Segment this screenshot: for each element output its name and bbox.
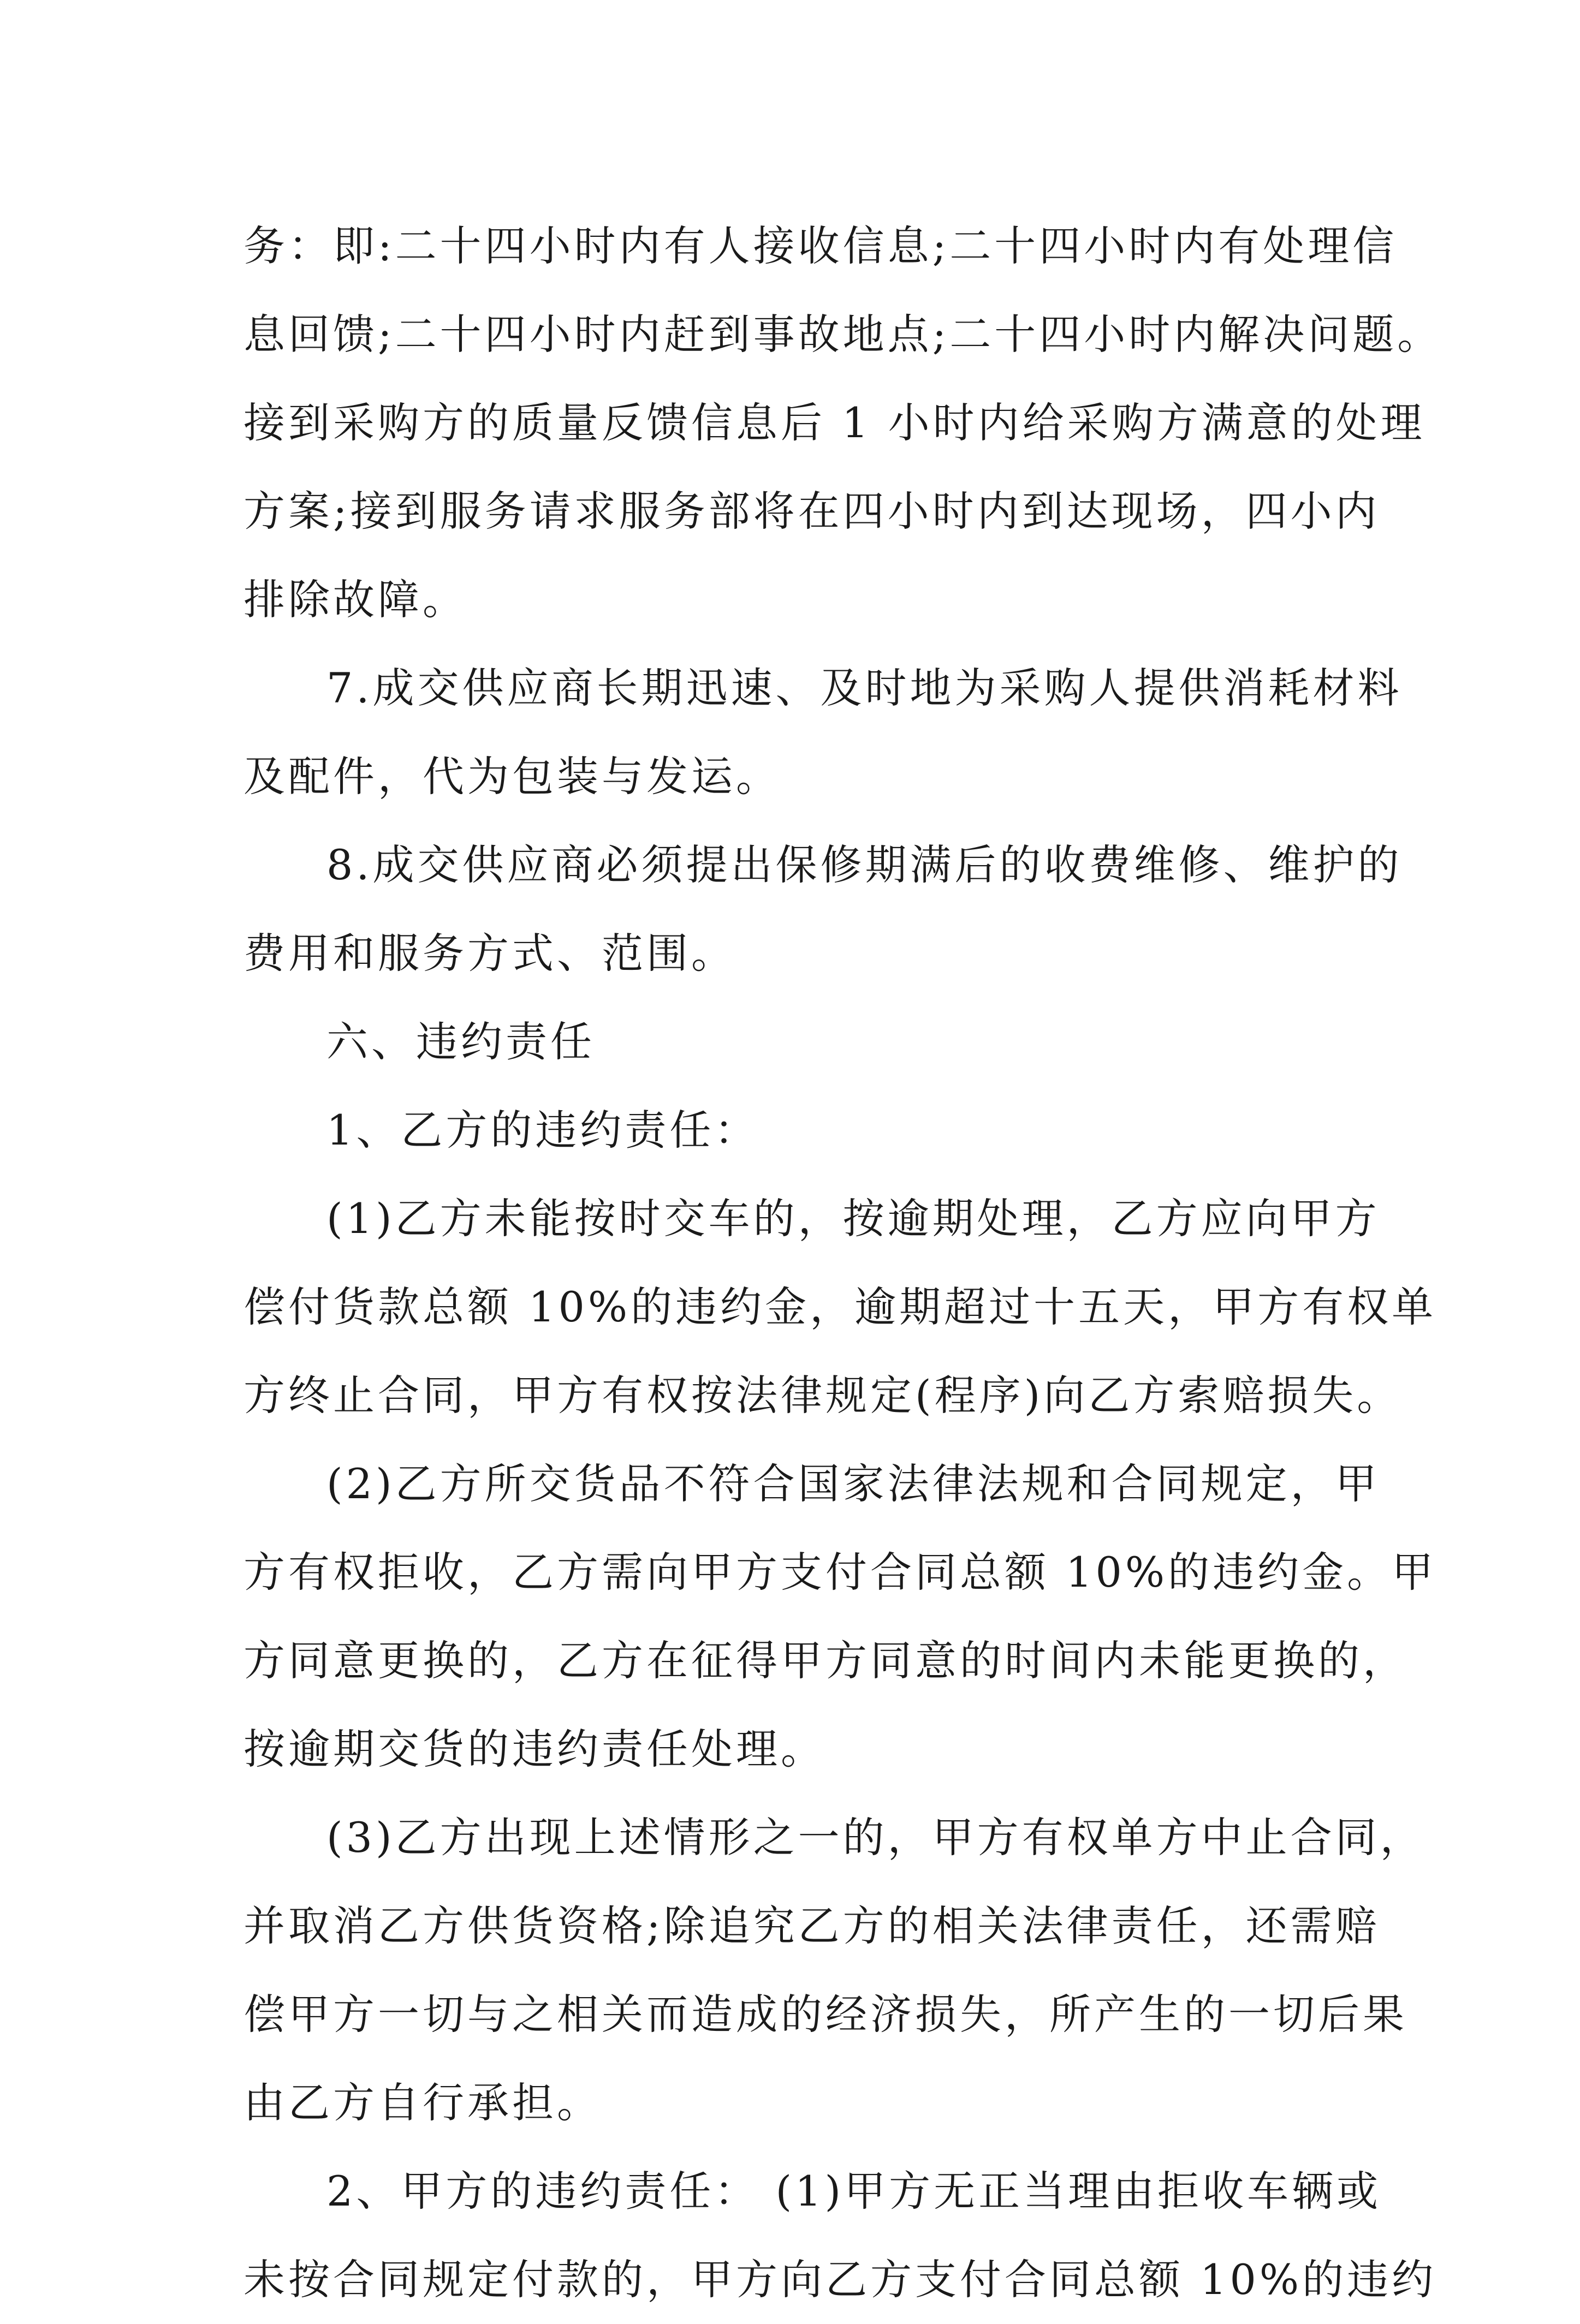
- text-line: 方有权拒收，乙方需向甲方支付合同总额 10%的违约金。甲: [243, 1548, 1437, 1596]
- text-line: 按逾期交货的违约责任处理。: [243, 1725, 825, 1773]
- text-line-indented: 7.成交供应商长期迅速、及时地为采购人提供消耗材料: [326, 664, 1403, 712]
- text-line: 及配件，代为包装与发运。: [243, 752, 781, 801]
- text-line: 接到采购方的质量反馈信息后 1 小时内给采购方满意的处理: [243, 398, 1425, 447]
- text-line: 排除故障。: [243, 575, 467, 624]
- text-line: 息回馈;二十四小时内赶到事故地点;二十四小时内解决问题。: [243, 310, 1442, 359]
- subsection-heading: 1、乙方的违约责任：: [326, 1106, 759, 1154]
- text-line: 偿付货款总额 10%的违约金，逾期超过十五天，甲方有权单: [243, 1283, 1437, 1331]
- document-body: [243, 202, 1442, 2324]
- text-line: 未按合同规定付款的，甲方向乙方支付合同总额 10%的违约: [243, 2255, 1437, 2304]
- text-line-indented: (3)乙方出现上述情形之一的，甲方有权单方中止合同，: [326, 1813, 1425, 1862]
- text-line: 方同意更换的，乙方在征得甲方同意的时间内未能更换的，: [243, 1636, 1407, 1685]
- text-line: 方案;接到服务请求服务部将在四小时内到达现场，四小内: [243, 487, 1380, 535]
- text-line: 偿甲方一切与之相关而造成的经济损失，所产生的一切后果: [243, 1990, 1407, 2039]
- subsection-heading: 2、甲方的违约责任： (1)甲方无正当理由拒收车辆或: [326, 2167, 1382, 2215]
- text-line: 并取消乙方供货资格;除追究乙方的相关法律责任，还需赔: [243, 1902, 1380, 1950]
- text-line: 方终止合同，甲方有权按法律规定(程序)向乙方索赔损失。: [243, 1371, 1402, 1420]
- section-heading: 六、违约责任: [326, 1017, 595, 1066]
- text-line: 由乙方自行承担。: [243, 2078, 602, 2127]
- text-line: 务：即:二十四小时内有人接收信息;二十四小时内有处理信: [243, 222, 1398, 270]
- text-line-indented: (2)乙方所交货品不符合国家法律法规和合同规定，甲: [326, 1459, 1380, 1508]
- text-line-indented: 8.成交供应商必须提出保修期满后的收费维修、维护的: [326, 841, 1403, 889]
- text-line: 费用和服务方式、范围。: [243, 929, 736, 978]
- text-line-indented: (1)乙方未能按时交车的，按逾期处理，乙方应向甲方: [326, 1194, 1380, 1243]
